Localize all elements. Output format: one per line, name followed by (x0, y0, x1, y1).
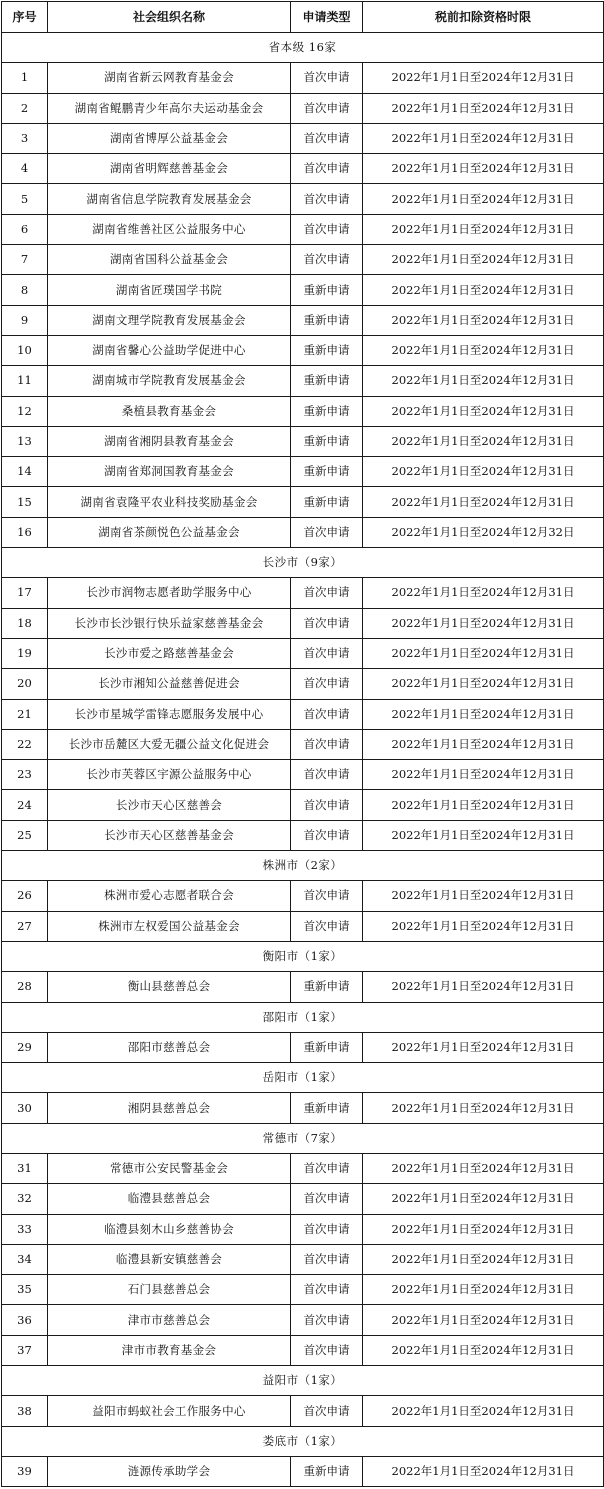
cell-application-type: 重新申请 (291, 1093, 363, 1123)
table-row (2, 1456, 604, 1486)
cell-deduction-period: 2022年1月1日至2024年12月31日 (363, 1184, 604, 1214)
cell-index: 20 (2, 669, 48, 699)
cell-org-name: 临澧县刻木山乡慈善协会 (48, 1214, 291, 1244)
cell-deduction-period: 2022年1月1日至2024年12月31日 (363, 305, 604, 335)
header-org-name: 社会组织名称 (48, 2, 291, 33)
table-row (2, 790, 604, 820)
cell-application-type: 首次申请 (291, 820, 363, 850)
cell-application-type: 首次申请 (291, 123, 363, 153)
group-title: 衡阳市（1家） (2, 941, 604, 971)
cell-index: 29 (2, 1032, 48, 1062)
table-row (2, 426, 604, 456)
cell-deduction-period: 2022年1月1日至2024年12月31日 (363, 638, 604, 668)
cell-org-name: 湖南文理学院教育发展基金会 (48, 305, 291, 335)
cell-deduction-period: 2022年1月1日至2024年12月32日 (363, 517, 604, 547)
cell-index: 9 (2, 305, 48, 335)
table-row (2, 1214, 604, 1244)
table-row (2, 245, 604, 275)
cell-deduction-period: 2022年1月1日至2024年12月31日 (363, 820, 604, 850)
group-title: 娄底市（1家） (2, 1426, 604, 1456)
cell-deduction-period: 2022年1月1日至2024年12月31日 (363, 457, 604, 487)
cell-org-name: 湖南城市学院教育发展基金会 (48, 366, 291, 396)
cell-org-name: 衡山县慈善总会 (48, 972, 291, 1002)
cell-org-name: 株洲市左权爱国公益基金会 (48, 911, 291, 941)
cell-application-type: 重新申请 (291, 1032, 363, 1062)
cell-application-type: 重新申请 (291, 335, 363, 365)
cell-index: 35 (2, 1275, 48, 1305)
cell-index: 17 (2, 578, 48, 608)
cell-index: 21 (2, 699, 48, 729)
table-row (2, 63, 604, 93)
cell-application-type: 首次申请 (291, 699, 363, 729)
cell-application-type: 首次申请 (291, 790, 363, 820)
cell-index: 37 (2, 1335, 48, 1365)
table-row (2, 911, 604, 941)
cell-index: 28 (2, 972, 48, 1002)
table-row (2, 1093, 604, 1123)
cell-deduction-period: 2022年1月1日至2024年12月31日 (363, 1153, 604, 1183)
cell-index: 25 (2, 820, 48, 850)
cell-index: 22 (2, 729, 48, 759)
group-header-row (2, 1366, 604, 1396)
table-row (2, 1396, 604, 1426)
cell-index: 10 (2, 335, 48, 365)
group-header-row (2, 1123, 604, 1153)
cell-index: 23 (2, 760, 48, 790)
group-title: 省本级 16家 (2, 33, 604, 63)
cell-org-name: 长沙市天心区慈善会 (48, 790, 291, 820)
cell-org-name: 长沙市润物志愿者助学服务中心 (48, 578, 291, 608)
table-header-row (2, 2, 604, 33)
cell-org-name: 长沙市岳麓区大爱无疆公益文化促进会 (48, 729, 291, 759)
group-header-row (2, 1002, 604, 1032)
cell-org-name: 长沙市湘知公益慈善促进会 (48, 669, 291, 699)
cell-org-name: 临澧县慈善总会 (48, 1184, 291, 1214)
cell-deduction-period: 2022年1月1日至2024年12月31日 (363, 1214, 604, 1244)
cell-org-name: 津市市慈善总会 (48, 1305, 291, 1335)
cell-org-name: 石门县慈善总会 (48, 1275, 291, 1305)
table-row (2, 608, 604, 638)
group-header-row (2, 33, 604, 63)
cell-index: 19 (2, 638, 48, 668)
cell-org-name: 湖南省明辉慈善基金会 (48, 154, 291, 184)
cell-index: 13 (2, 426, 48, 456)
cell-application-type: 首次申请 (291, 93, 363, 123)
cell-index: 24 (2, 790, 48, 820)
cell-deduction-period: 2022年1月1日至2024年12月31日 (363, 154, 604, 184)
cell-index: 5 (2, 184, 48, 214)
cell-deduction-period: 2022年1月1日至2024年12月31日 (363, 881, 604, 911)
group-title: 长沙市（9家） (2, 548, 604, 578)
cell-index: 39 (2, 1456, 48, 1486)
table-row (2, 760, 604, 790)
cell-deduction-period: 2022年1月1日至2024年12月31日 (363, 487, 604, 517)
cell-deduction-period: 2022年1月1日至2024年12月31日 (363, 275, 604, 305)
cell-application-type: 首次申请 (291, 154, 363, 184)
cell-deduction-period: 2022年1月1日至2024年12月31日 (363, 426, 604, 456)
cell-index: 6 (2, 214, 48, 244)
cell-application-type: 首次申请 (291, 1214, 363, 1244)
cell-deduction-period: 2022年1月1日至2024年12月31日 (363, 911, 604, 941)
table-row (2, 1305, 604, 1335)
cell-org-name: 长沙市长沙银行快乐益家慈善基金会 (48, 608, 291, 638)
table-row (2, 517, 604, 547)
cell-index: 15 (2, 487, 48, 517)
table-row (2, 1335, 604, 1365)
cell-index: 4 (2, 154, 48, 184)
cell-application-type: 首次申请 (291, 63, 363, 93)
cell-deduction-period: 2022年1月1日至2024年12月31日 (363, 1396, 604, 1426)
table-row (2, 1244, 604, 1274)
cell-index: 33 (2, 1214, 48, 1244)
cell-application-type: 首次申请 (291, 1305, 363, 1335)
cell-application-type: 首次申请 (291, 1396, 363, 1426)
cell-application-type: 重新申请 (291, 426, 363, 456)
cell-application-type: 首次申请 (291, 760, 363, 790)
cell-deduction-period: 2022年1月1日至2024年12月31日 (363, 1305, 604, 1335)
cell-application-type: 首次申请 (291, 638, 363, 668)
cell-index: 8 (2, 275, 48, 305)
cell-deduction-period: 2022年1月1日至2024年12月31日 (363, 729, 604, 759)
cell-application-type: 首次申请 (291, 1184, 363, 1214)
cell-index: 34 (2, 1244, 48, 1274)
table-row (2, 123, 604, 153)
cell-deduction-period: 2022年1月1日至2024年12月31日 (363, 608, 604, 638)
cell-index: 12 (2, 396, 48, 426)
cell-application-type: 首次申请 (291, 578, 363, 608)
cell-org-name: 湖南省匠璞国学书院 (48, 275, 291, 305)
cell-application-type: 重新申请 (291, 275, 363, 305)
cell-deduction-period: 2022年1月1日至2024年12月31日 (363, 123, 604, 153)
cell-application-type: 首次申请 (291, 1335, 363, 1365)
cell-index: 7 (2, 245, 48, 275)
cell-index: 26 (2, 881, 48, 911)
table-row (2, 154, 604, 184)
group-header-row (2, 1426, 604, 1456)
cell-deduction-period: 2022年1月1日至2024年12月31日 (363, 335, 604, 365)
cell-deduction-period: 2022年1月1日至2024年12月31日 (363, 214, 604, 244)
cell-org-name: 湖南省维善社区公益服务中心 (48, 214, 291, 244)
cell-index: 1 (2, 63, 48, 93)
cell-deduction-period: 2022年1月1日至2024年12月31日 (363, 1244, 604, 1274)
table-row (2, 487, 604, 517)
cell-org-name: 长沙市星城学雷锋志愿服务发展中心 (48, 699, 291, 729)
cell-application-type: 首次申请 (291, 517, 363, 547)
cell-org-name: 湖南省新云网教育基金会 (48, 63, 291, 93)
cell-index: 31 (2, 1153, 48, 1183)
cell-deduction-period: 2022年1月1日至2024年12月31日 (363, 184, 604, 214)
cell-deduction-period: 2022年1月1日至2024年12月31日 (363, 245, 604, 275)
cell-org-name: 株洲市爱心志愿者联合会 (48, 881, 291, 911)
table-row (2, 1184, 604, 1214)
cell-index: 14 (2, 457, 48, 487)
table-row (2, 972, 604, 1002)
cell-deduction-period: 2022年1月1日至2024年12月31日 (363, 790, 604, 820)
group-header-row (2, 851, 604, 881)
cell-application-type: 重新申请 (291, 366, 363, 396)
cell-org-name: 湖南省馨心公益助学促进中心 (48, 335, 291, 365)
table-row (2, 699, 604, 729)
cell-application-type: 重新申请 (291, 1456, 363, 1486)
table-row (2, 881, 604, 911)
cell-deduction-period: 2022年1月1日至2024年12月31日 (363, 760, 604, 790)
group-title: 益阳市（1家） (2, 1366, 604, 1396)
cell-application-type: 重新申请 (291, 972, 363, 1002)
cell-application-type: 首次申请 (291, 729, 363, 759)
table-row (2, 1153, 604, 1183)
group-title: 岳阳市（1家） (2, 1063, 604, 1093)
cell-org-name: 邵阳市慈善总会 (48, 1032, 291, 1062)
cell-org-name: 长沙市芙蓉区宇源公益服务中心 (48, 760, 291, 790)
header-deduction-period: 税前扣除资格时限 (363, 2, 604, 33)
organization-table (1, 1, 604, 1487)
cell-org-name: 湖南省袁隆平农业科技奖励基金会 (48, 487, 291, 517)
table-row (2, 396, 604, 426)
cell-index: 36 (2, 1305, 48, 1335)
cell-application-type: 首次申请 (291, 608, 363, 638)
cell-deduction-period: 2022年1月1日至2024年12月31日 (363, 93, 604, 123)
cell-deduction-period: 2022年1月1日至2024年12月31日 (363, 396, 604, 426)
cell-index: 3 (2, 123, 48, 153)
cell-index: 11 (2, 366, 48, 396)
cell-application-type: 重新申请 (291, 305, 363, 335)
cell-deduction-period: 2022年1月1日至2024年12月31日 (363, 1335, 604, 1365)
table-row (2, 669, 604, 699)
cell-org-name: 津市市教育基金会 (48, 1335, 291, 1365)
table-row (2, 820, 604, 850)
cell-org-name: 湖南省国科公益基金会 (48, 245, 291, 275)
cell-application-type: 重新申请 (291, 457, 363, 487)
cell-application-type: 首次申请 (291, 911, 363, 941)
cell-application-type: 首次申请 (291, 881, 363, 911)
cell-deduction-period: 2022年1月1日至2024年12月31日 (363, 669, 604, 699)
cell-application-type: 首次申请 (291, 214, 363, 244)
cell-org-name: 长沙市爱之路慈善基金会 (48, 638, 291, 668)
cell-org-name: 湖南省湘阴县教育基金会 (48, 426, 291, 456)
group-title: 常德市（7家） (2, 1123, 604, 1153)
cell-org-name: 湖南省信息学院教育发展基金会 (48, 184, 291, 214)
cell-deduction-period: 2022年1月1日至2024年12月31日 (363, 699, 604, 729)
table-row (2, 1032, 604, 1062)
header-application-type: 申请类型 (291, 2, 363, 33)
table-row (2, 214, 604, 244)
cell-deduction-period: 2022年1月1日至2024年12月31日 (363, 578, 604, 608)
cell-deduction-period: 2022年1月1日至2024年12月31日 (363, 1032, 604, 1062)
cell-application-type: 首次申请 (291, 1275, 363, 1305)
cell-application-type: 首次申请 (291, 1153, 363, 1183)
cell-index: 32 (2, 1184, 48, 1214)
cell-application-type: 重新申请 (291, 396, 363, 426)
cell-org-name: 益阳市蚂蚁社会工作服务中心 (48, 1396, 291, 1426)
cell-org-name: 湘阴县慈善总会 (48, 1093, 291, 1123)
cell-deduction-period: 2022年1月1日至2024年12月31日 (363, 1456, 604, 1486)
cell-application-type: 首次申请 (291, 1244, 363, 1274)
cell-application-type: 首次申请 (291, 245, 363, 275)
cell-org-name: 湖南省博厚公益基金会 (48, 123, 291, 153)
cell-index: 18 (2, 608, 48, 638)
cell-deduction-period: 2022年1月1日至2024年12月31日 (363, 972, 604, 1002)
table-row (2, 729, 604, 759)
table-row (2, 305, 604, 335)
cell-org-name: 湖南省郑洞国教育基金会 (48, 457, 291, 487)
table-row (2, 578, 604, 608)
cell-org-name: 桑植县教育基金会 (48, 396, 291, 426)
cell-deduction-period: 2022年1月1日至2024年12月31日 (363, 1093, 604, 1123)
table-row (2, 184, 604, 214)
cell-index: 16 (2, 517, 48, 547)
group-title: 株洲市（2家） (2, 851, 604, 881)
cell-org-name: 长沙市天心区慈善基金会 (48, 820, 291, 850)
table-row (2, 457, 604, 487)
table-row (2, 1275, 604, 1305)
cell-deduction-period: 2022年1月1日至2024年12月31日 (363, 1275, 604, 1305)
cell-deduction-period: 2022年1月1日至2024年12月31日 (363, 63, 604, 93)
cell-application-type: 重新申请 (291, 487, 363, 517)
table-body (2, 33, 604, 1487)
header-index: 序号 (2, 2, 48, 33)
group-header-row (2, 1063, 604, 1093)
cell-application-type: 首次申请 (291, 184, 363, 214)
cell-org-name: 涟源传承助学会 (48, 1456, 291, 1486)
group-header-row (2, 548, 604, 578)
cell-org-name: 常德市公安民警基金会 (48, 1153, 291, 1183)
table-row (2, 335, 604, 365)
cell-index: 2 (2, 93, 48, 123)
cell-org-name: 湖南省茶颜悦色公益基金会 (48, 517, 291, 547)
group-title: 邵阳市（1家） (2, 1002, 604, 1032)
table-row (2, 275, 604, 305)
group-header-row (2, 941, 604, 971)
cell-index: 30 (2, 1093, 48, 1123)
table-row (2, 638, 604, 668)
cell-index: 38 (2, 1396, 48, 1426)
table-row (2, 93, 604, 123)
cell-application-type: 首次申请 (291, 669, 363, 699)
cell-org-name: 临澧县新安镇慈善会 (48, 1244, 291, 1274)
cell-deduction-period: 2022年1月1日至2024年12月31日 (363, 366, 604, 396)
table-row (2, 366, 604, 396)
cell-index: 27 (2, 911, 48, 941)
cell-org-name: 湖南省鲲鹏青少年高尔夫运动基金会 (48, 93, 291, 123)
